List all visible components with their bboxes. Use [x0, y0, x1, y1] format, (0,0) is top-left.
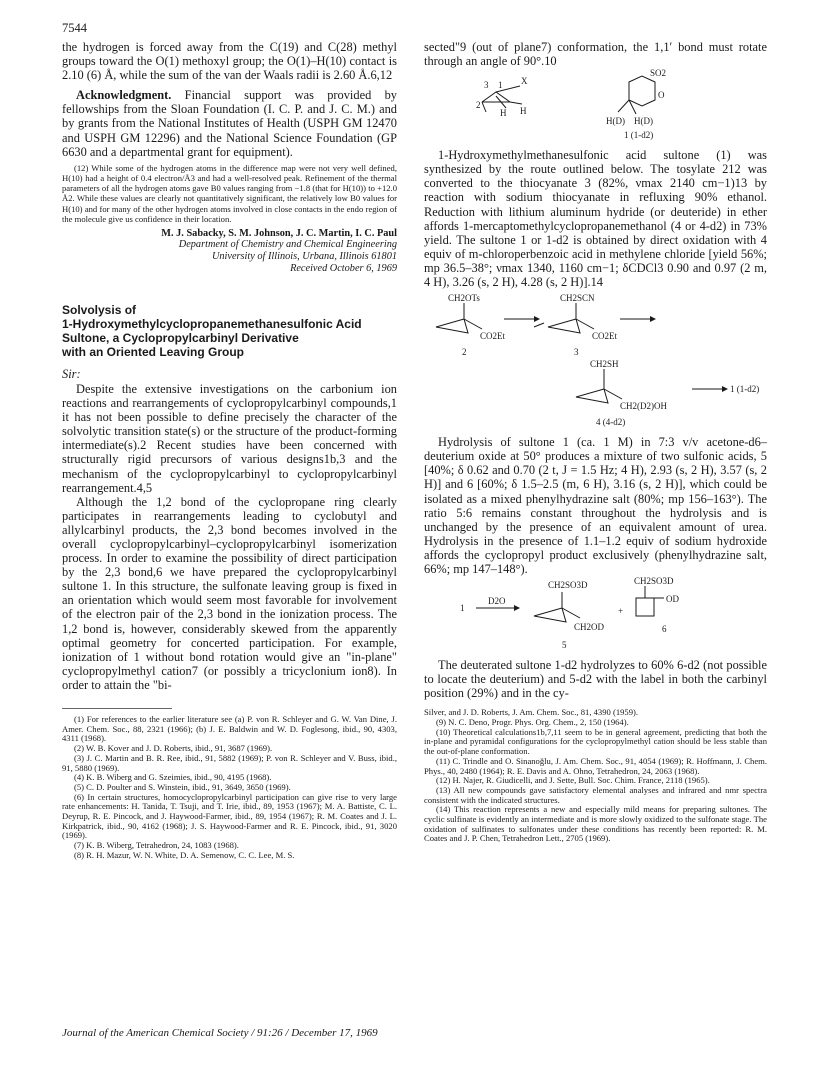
title-line: with an Oriented Leaving Group: [62, 344, 245, 359]
footnote: (3) J. C. Martin and B. R. Ree, ibid., 91, 5882 (1969); P. von R. Schleyer and V. Buss, ibid., 91, 5880 (1969).: [62, 752, 397, 773]
reagent-label: D2O: [488, 596, 506, 607]
compound-number: 6: [662, 624, 667, 635]
page-number: 7544: [62, 21, 87, 35]
ack-label: Acknowledgment.: [76, 88, 172, 103]
paragraph: Despite the extensive investigations on the carbonium ion reactions and rearrangements of cyclopropylcarbinyl compounds,1 it has not been possible to define precisely the character of the solvolytic transition state(s) or the structure of the product-forming intermediate(s).2 Recent studies have been concerned with structurally rigid precursors of various designs1b,3 and the mechanism of the cyclopropylcarbinyl to cyclopropylcarbinyl rearrangement.4,5: [62, 381, 397, 495]
affiliation-dept: Department of Chemistry and Chemical Engineering: [178, 238, 397, 250]
group-label: CH2SH: [590, 359, 619, 370]
atom-label: H: [520, 106, 527, 117]
note-12: (12) While some of the hydrogen atoms in the difference map were not very well defined, H(10) had a height of 0.4 electron/Å3 and had a well-resolved peak. Refinement of the thermal parameters of all the hydrogen atoms gave B0 values ranging from −1.8 (that for H(10)) to +12.0 Å2. While these values are clearly not quantitatively significant, the relatively low B0 values for H(10) and for many of the other hydrogen atoms involved in close contacts in the endo region of the molecule give us confidence in their location.: [62, 162, 397, 224]
acknowledgment: [62, 88, 397, 158]
footnote: Silver, and J. D. Roberts, J. Am. Chem. Soc., 81, 4390 (1959).: [424, 707, 639, 718]
compound-number: 1: [460, 603, 465, 614]
footnote: (4) K. B. Wiberg and G. Szeimies, ibid., 90, 4195 (1968).: [74, 772, 272, 783]
atom-label: O: [658, 90, 665, 101]
authors: M. J. Sabacky, S. M. Johnson, J. C. Martin, I. C. Paul: [161, 227, 397, 239]
compound-number: 1 (1-d2): [730, 384, 760, 395]
footnote: (10) Theoretical calculations1b,7,11 seem to be in general agreement, predicting that both the in-plane and pyramidal configurations for the cyclopropylmethyl cation should be less stable than the out-of-plane conformation.: [424, 726, 767, 757]
affiliation-univ: University of Illinois, Urbana, Illinois 61801: [211, 250, 397, 262]
salutation: Sir:: [62, 366, 81, 381]
compound-number: 4 (4-d2): [596, 417, 626, 428]
footnote: (2) W. B. Kover and J. D. Roberts, ibid., 91, 3687 (1969).: [74, 743, 273, 754]
paragraph: sected"9 (out of plane7) conformation, the 1,1′ bond must rotate through an angle of 90°.10: [424, 40, 767, 69]
group-label: CH2(D2)OH: [620, 401, 667, 412]
group-label: CH2OD: [574, 622, 605, 633]
compound-number: 3: [574, 347, 579, 358]
footnote: (11) C. Trindle and O. Sinanoğlu, J. Am. Chem. Soc., 91, 4054 (1969); R. Hoffmann, J. Chem. Phys., 40, 2480 (1964); R. E. Davis and A. Ohno, Tetrahedron, 24, 2063 (1968).: [424, 755, 767, 776]
footnote: (7) K. B. Wiberg, Tetrahedron, 24, 1083 (1968).: [74, 840, 239, 851]
paragraph: Hydrolysis of sultone 1 (ca. 1 M) in 7:3 v/v acetone-d6–deuterium oxide at 50° produces a mixture of two sulfonic acids, 5 [40%; δ 0.62 and 0.70 (2 t, J = 1.5 Hz; 4 H), 2.93 (s, 2 H), 3.57 (s, 2 H)] and 6 [60%; δ 1.5–2.5 (m, 6 H), 3.16 (s, 2 H)], which could be isolated as a mixed phenylhydrazine salt (80%; mp 156–163°). The ratio 5:6 remains constant throughout the hydrolysis and is unchanged by the presence of an equivalent amount of urea. Hydrolysis in the presence of 1.1–1.2 equiv of sodium hydroxide affords the cyclopropyl product exclusively (phenylhydrazine salt, 66%; mp 147–148°).: [424, 435, 767, 576]
group-label: CO2Et: [592, 331, 618, 342]
atom-label: H(D): [606, 116, 625, 127]
footnote: (12) H. Najer, R. Giudicelli, and J. Sette, Bull. Soc. Chim. France, 2118 (1965).: [436, 775, 710, 786]
left-column: [62, 40, 397, 861]
atom-label: 1: [498, 80, 503, 91]
title-line: Solvolysis of: [62, 302, 137, 317]
compound-number: 1 (1-d2): [624, 130, 654, 141]
group-label: CH2OTs: [448, 293, 480, 304]
journal-footer: Journal of the American Chemical Society / 91:26 / December 17, 1969: [62, 1027, 378, 1039]
title-line: Sultone, a Cyclopropylcarbinyl Derivative: [62, 330, 299, 345]
footnote: (8) R. H. Mazur, W. N. White, D. A. Semenow, C. C. Lee, M. S.: [74, 849, 295, 860]
atom-label: 3: [484, 80, 489, 91]
group-label: CH2SO3D: [634, 576, 674, 587]
footnote: (14) This reaction represents a new and especially mild means for preparing sultones. The cyclic sulfinate is evidently an intermediate and is more slowly oxidized to the sulfonate stage. The oxidation of sulfinates to sulfonates under these conditions has recently been reported: R. M. Coates and J. P. Chen, Tetrahedron Lett., 2705 (1969).: [424, 804, 767, 844]
group-label: CH2SCN: [560, 293, 595, 304]
atom-label: 2: [476, 100, 481, 111]
paragraph: the hydrogen is forced away from the C(19) and C(28) methyl groups toward the O(1) methoxyl group; the O(1)–H(10) contact is 2.10 (6) Å, while the sum of the van der Waals radii is 2.60 Å.6,12: [62, 40, 397, 83]
scheme-hydrolysis: [424, 576, 767, 658]
article-title: [62, 303, 397, 359]
compound-number: 5: [562, 640, 567, 651]
atom-label: H: [500, 108, 507, 119]
footnote: (9) N. C. Deno, Progr. Phys. Org. Chem., 2, 150 (1964).: [436, 717, 629, 728]
ack-text: Financial support was provided by fellowships from the Sloan Foundation (I. C. P. and J. C. M.) and by grants from the National Institutes of Health (USPH GM 12470 and USPH GM 12296) and the National Science Foundation (GP 6630 and a departmental grant for equipment).: [62, 88, 397, 159]
title-line: 1-Hydroxymethylcyclopropanemethanesulfonic Acid: [62, 316, 362, 331]
plus-sign: +: [618, 606, 624, 617]
paragraph: Although the 1,2 bond of the cyclopropane ring clearly participates in rearrangements leading to cyclobutyl and allylcarbinyl products, the 2,3 bond becomes involved in the overall cyclopropylcarbinyl–cyclopropylcarbinyl isomerization process. In order to examine the possibility of direct participation by the 2,3 bond,6 we have prepared the cyclopropylcarbinyl sultone 1. In this structure, the sulfonate leaving group is fixed in an orientation which would seem most favorable for involvement of the electron pair of the 2,3 bond in the ionization process. The 1,2 bond is, however, considerably skewed from the apparently optimal geometry for concerted participation. For example, ionization of 1 without bond rotation would give an "in-plane" cyclopropylmethyl cation7 (or possibly a tricyclonium ion8). In order to attain the "bi-: [62, 494, 397, 692]
footnotes-right: [424, 708, 767, 844]
atom-label: H(D): [634, 116, 653, 127]
atom-label: SO2: [650, 68, 667, 79]
footnote: (6) In certain structures, homocyclopropylcarbinyl participation can give rise to very large rate enhancements: H. Tanida, T. Tsuji, and T. Irie, ibid., 89, 1953 (1967); M. A. Battiste, C. L. Deyrup, R. E. Pincock, and J. Haywood-Farmer, ibid., 89, 1954 (1967); R. M. Coates and J. L. Kirkpatrick, ibid., 90, 4162 (1968); J. S. Haywood-Farmer and R. E. Pincock, ibid., 91, 3020 (1969).: [62, 791, 397, 841]
footnote: (1) For references to the earlier literature see (a) P. von R. Schleyer and G. W. Van Dine, J. Amer. Chem. Soc., 88, 2321 (1966); (b) J. E. Baldwin and W. D. Foglesong, ibid., 90, 4303, 4311 (1968).: [62, 714, 397, 744]
paragraph: 1-Hydroxymethylmethanesulfonic acid sultone (1) was synthesized by the route outlined below. The tosylate 212 was converted to the thiocyanate 3 (82%, νmax 2140 cm−1)13 by reaction with sodium thiocyanate in refluxing 90% ethanol. Reduction with lithium aluminum hydride (or deuteride) in ether affords 1-mercaptomethylcyclopropanemethanol (4 or 4-d2) in 73% yield. The sultone 1 or 1-d2 is obtained by direct oxidation with 4 equiv of m-chloroperbenzoic acid in methylene chloride [yield 56%; mp 36.5–38°; νmax 1340, 1160 cm−1; δCDCl3 0.90 and 0.97 (2 m, 4 H), 3.26 (s, 2 H), 4.28 (s, 2 H)].14: [424, 148, 767, 290]
paragraph: The deuterated sultone 1-d2 hydrolyzes to 60% 6-d2 (not possible to locate the deuterium) and 5-d2 with the label in both the carbinyl position (29%) and in the cy-: [424, 658, 767, 701]
footnote: (5) C. D. Poulter and S. Winstein, ibid., 91, 3649, 3650 (1969).: [74, 781, 291, 792]
footnote: (13) All new compounds gave satisfactory elemental analyses and infrared and nmr spectra consistent with the indicated structures.: [424, 784, 767, 805]
received-date: Received October 6, 1969: [290, 262, 397, 274]
scheme-synthesis-route: [424, 289, 767, 435]
compound-number: 2: [462, 347, 467, 358]
footnote-rule: [62, 708, 172, 709]
footnotes-left: [62, 715, 397, 861]
atom-label: X: [521, 76, 528, 87]
group-label: CO2Et: [480, 331, 506, 342]
group-label: CH2SO3D: [548, 580, 588, 591]
right-column: [424, 40, 767, 844]
group-label: OD: [666, 594, 679, 605]
scheme-sultone-structure: [424, 68, 767, 148]
